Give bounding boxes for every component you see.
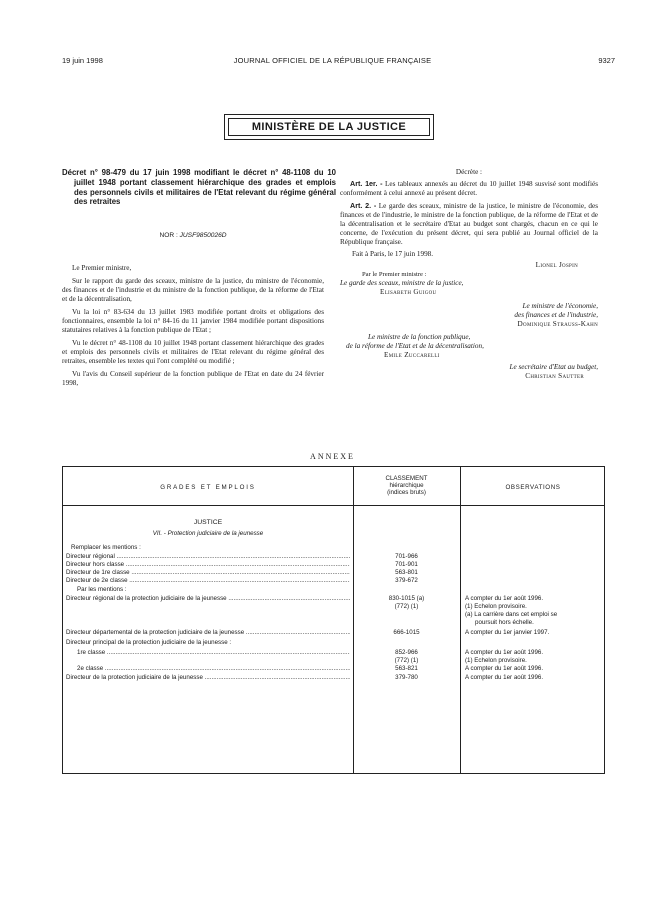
section-justice: JUSTICE <box>193 519 223 526</box>
nor-reference <box>62 232 324 239</box>
table-row-observation: poursuit hors échelle. <box>475 619 534 626</box>
preamble-paragraph: Le Premier ministre, <box>72 264 132 272</box>
annexe-table <box>62 466 605 774</box>
decree-preamble <box>62 264 324 392</box>
table-row-index: (772) (1) <box>394 603 419 610</box>
ministry-heading-box <box>224 114 434 140</box>
justice-name: Elisabeth Guigou <box>380 288 437 296</box>
column-header-grades: GRADES ET EMPLOIS <box>160 484 256 491</box>
table-row-grade: 2e classe ..... <box>77 665 350 672</box>
preamble-paragraph: Vu le décret n° 48-1108 du 10 juillet 1948 portant classement hiérarchique des grades et emplois des personnels civils et militaires de l'Etat relevant du régime général des retraites, ensemble les textes qui l'ont complété ou modifié ; <box>62 339 324 365</box>
table-row-observation: A compter du 1er août 1996. <box>465 649 544 656</box>
article-1-text: Les tableaux annexés au décret du 10 juillet 1948 susvisé sont modifiés conformément à celui annexé au présent décret. <box>340 180 598 197</box>
replace-label: Remplacer les mentions : <box>71 544 141 551</box>
table-row-index: 830-1015 (a) <box>388 595 425 602</box>
decree-articles <box>340 168 598 381</box>
nor-label: NOR : <box>159 232 178 239</box>
principal-label: Directeur principal de la protection judiciaire de la jeunesse : <box>66 639 232 646</box>
table-row-index: (772) (1) <box>394 657 419 664</box>
table-row-observation: A compter du 1er janvier 1997. <box>465 629 550 636</box>
column-header-classement <box>353 475 460 496</box>
classement-line-2: hiérarchique <box>389 482 424 489</box>
table-row-index: 852-966 <box>395 649 418 656</box>
header-date: 19 juin 1998 <box>62 56 103 65</box>
table-row-observation: (1) Echelon provisoire. <box>465 657 527 664</box>
ministry-heading: MINISTÈRE DE LA JUSTICE <box>228 118 430 136</box>
article-2-text: Le garde des sceaux, ministre de la justice, le ministre de l'économie, des finances et de l'industrie, le ministre de la fonction publique, de la réforme de l'Etat et de la décentralisation et le secrétaire d'Etat au budget sont chargés, chacun en ce qui le concerne, de l'exécution du présent décret, qui sera publié au Journal officiel de la République française. <box>340 202 598 246</box>
classement-line-3: (indices bruts) <box>387 489 426 496</box>
table-row-observation: (a) La carrière dans cet emploi se <box>465 611 558 618</box>
pm-by: Par le Premier ministre : <box>362 271 427 278</box>
economy-title-1: Le ministre de l'économie, <box>522 302 598 310</box>
table-row-index: 701-901 <box>395 561 418 568</box>
budget-name: Christian Sautter <box>525 372 584 380</box>
fp-title-1: Le ministre de la fonction publique, <box>368 333 471 341</box>
economy-title-2: des finances et de l'industrie, <box>514 311 598 319</box>
preamble-paragraph: Vu la loi n° 83-634 du 13 juillet 1983 modifiée portant droits et obligations des fonctionnaires, ensemble la loi n° 84-16 du 11 janvier 1984 modifiée portant dispositions statutaires relatives à la fonction publique de l'Etat ; <box>62 308 324 334</box>
pm-name: Lionel Jospin <box>535 261 578 269</box>
table-row-grade: Directeur régional ..... <box>66 553 350 560</box>
subsection-title: VII. - Protection judiciaire de la jeunesse <box>152 530 264 537</box>
article-1-label: Art. 1er. - <box>350 179 383 188</box>
classement-line-1: CLASSEMENT <box>385 475 428 482</box>
table-row-index: 379-780 <box>395 674 418 681</box>
decrete-label: Décrète : <box>455 168 483 176</box>
justice-title: Le garde des sceaux, ministre de la justice, <box>340 279 464 287</box>
table-row-grade: Directeur de 1re classe ..... <box>66 569 350 576</box>
table-row-observation: A compter du 1er août 1996. <box>465 674 544 681</box>
journal-title: JOURNAL OFFICIEL DE LA RÉPUBLIQUE FRANÇAISE <box>233 56 432 65</box>
decree-title: Décret n° 98-479 du 17 juin 1998 modifiant le décret n° 48-1108 du 10 juillet 1948 portant classement hiérarchique des grades et emplois des personnels civils et militaires de l'Etat relevant du régime général des retraites <box>62 168 336 207</box>
table-row-grade: 1re classe ..... <box>77 649 350 656</box>
by-label: Par les mentions : <box>77 586 127 593</box>
table-row-observation: A compter du 1er août 1996. <box>465 595 544 602</box>
preamble-paragraph: Sur le rapport du garde des sceaux, ministre de la justice, du ministre de l'économie, des finances et de l'industrie et du ministre de la fonction publique, de la réforme de l'Etat et de la décentralisation, <box>62 277 324 303</box>
table-row-index: 701-966 <box>395 553 418 560</box>
table-row-grade: Directeur régional de la protection judiciaire de la jeunesse ..... <box>66 595 350 602</box>
article-2-label: Art. 2. - <box>350 201 377 210</box>
preamble-paragraph: Vu l'avis du Conseil supérieur de la fonction publique de l'Etat en date du 24 février 1998, <box>62 370 324 387</box>
table-row-observation: (1) Echelon provisoire. <box>465 603 527 610</box>
table-row-grade: Directeur de 2e classe ..... <box>66 577 350 584</box>
annexe-title: ANNEXE <box>310 452 355 461</box>
article-2 <box>340 201 598 247</box>
column-divider <box>460 467 461 773</box>
economy-name: Dominique Strauss-Kahn <box>517 320 598 328</box>
column-header-observations: OBSERVATIONS <box>505 484 561 491</box>
header-rule <box>63 505 604 506</box>
nor-code: JUSF9850026D <box>179 232 227 239</box>
table-row-observation: A compter du 1er août 1996. <box>465 665 544 672</box>
table-row-index: 379-672 <box>395 577 418 584</box>
page-number: 9327 <box>598 56 615 65</box>
article-1 <box>340 179 598 198</box>
table-row-grade: Directeur de la protection judiciaire de la jeunesse ..... <box>66 674 350 681</box>
budget-title: Le secrétaire d'Etat au budget, <box>509 363 598 371</box>
done-at: Fait à Paris, le 17 juin 1998. <box>352 250 434 258</box>
table-row-index: 563-801 <box>395 569 418 576</box>
table-row-index: 563-821 <box>395 665 418 672</box>
table-row-grade: Directeur départemental de la protection judiciaire de la jeunesse ..... <box>66 629 350 636</box>
column-divider <box>353 467 354 773</box>
table-row-index: 666-1015 <box>393 629 420 636</box>
table-row-grade: Directeur hors classe ..... <box>66 561 350 568</box>
fp-title-2: de la réforme de l'Etat et de la décentralisation, <box>346 342 484 350</box>
fp-name: Emile Zuccarelli <box>384 351 440 359</box>
